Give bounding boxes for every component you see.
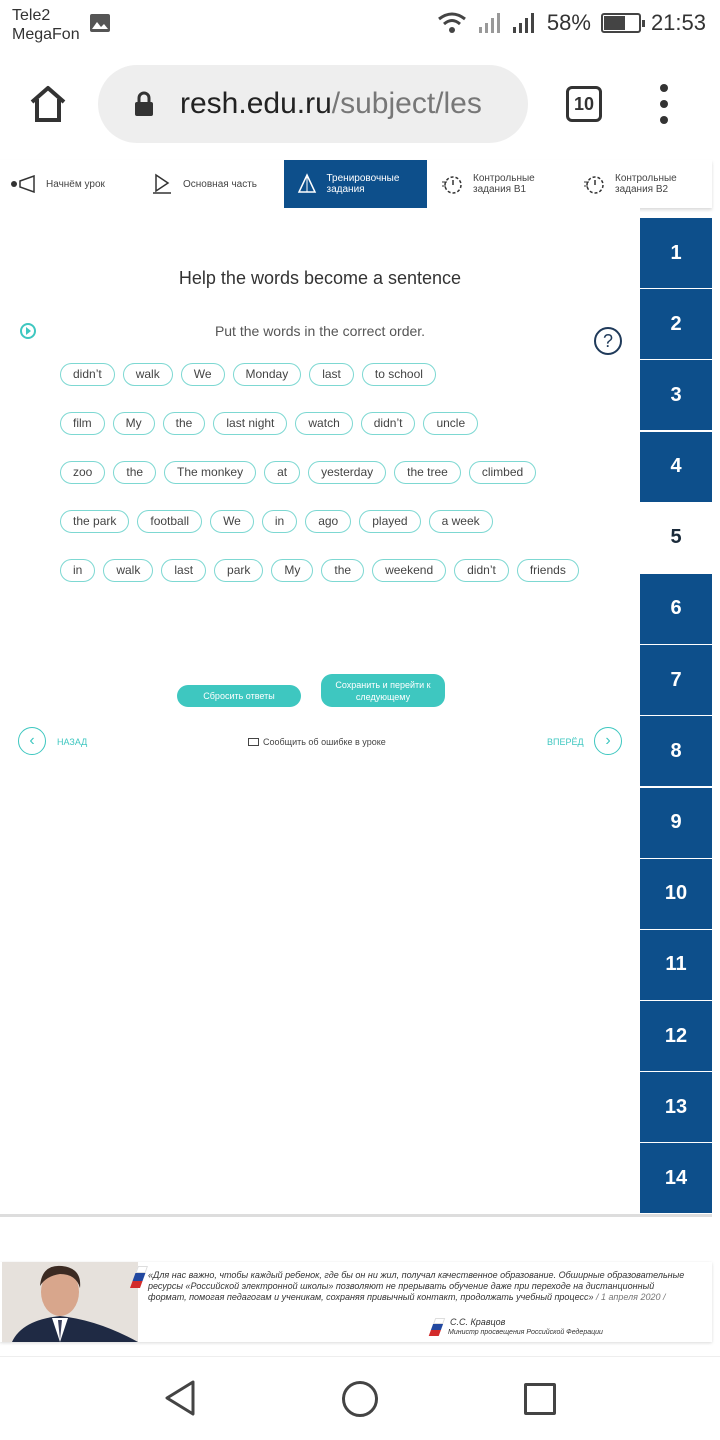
tab-training-label: Тренировочные задания: [326, 173, 400, 195]
task-number-sidebar: [640, 218, 712, 1215]
quote-body: «Для нас важно, чтобы каждый ребенок, где бы он ни жил, получал качественное образование. Обширные образовательные ресурсы «Российской электронной школы» позволяют не прерывать обучение даже при переходе на дистанционный формат, помогая педагогам и ученикам, сохраняя привычный контакт, продолжать учебный процесс»: [148, 1270, 685, 1302]
home-icon[interactable]: [26, 82, 70, 126]
word-row-4: [60, 510, 493, 533]
task-number-item[interactable]: 2: [640, 289, 712, 359]
tab-control-b1[interactable]: [427, 160, 569, 208]
task-number-item[interactable]: 12: [640, 1001, 712, 1071]
back-arrow-icon[interactable]: ‹: [18, 727, 46, 755]
word-chip[interactable]: the tree: [394, 461, 461, 484]
url-path: /subject/les: [331, 87, 482, 120]
word-chip[interactable]: My: [271, 559, 313, 582]
word-chip[interactable]: yesterday: [308, 461, 386, 484]
word-chip[interactable]: the: [321, 559, 364, 582]
word-chip[interactable]: film: [60, 412, 105, 435]
report-error-link[interactable]: [248, 737, 386, 747]
battery-icon: [601, 13, 641, 33]
task-number-item[interactable]: 14: [640, 1143, 712, 1213]
word-chip[interactable]: climbed: [469, 461, 536, 484]
quote-banner: [0, 1262, 712, 1342]
task-number-item[interactable]: 10: [640, 859, 712, 929]
url-text[interactable]: [180, 87, 482, 121]
tab-control-b1-label: Контрольные задания В1: [473, 173, 535, 195]
tabs-button[interactable]: 10: [566, 86, 602, 122]
word-chip[interactable]: the: [163, 412, 206, 435]
word-chip[interactable]: ago: [305, 510, 351, 533]
word-chip[interactable]: the: [113, 461, 156, 484]
word-chip[interactable]: last: [309, 363, 354, 386]
lesson-nav: [0, 160, 712, 208]
url-domain: resh.edu.ru: [180, 87, 332, 120]
task-number-item-active[interactable]: 5: [640, 503, 712, 573]
battery-percent: 58%: [546, 10, 591, 35]
reset-answers-button[interactable]: Сбросить ответы: [177, 685, 301, 707]
tab-control-b2[interactable]: [569, 160, 712, 208]
word-chip[interactable]: football: [137, 510, 202, 533]
diamond-icon: [294, 174, 321, 194]
mail-icon: [248, 738, 259, 746]
signal-icon-1: [477, 11, 501, 35]
tab-main-part[interactable]: [137, 160, 284, 208]
word-row-3: [60, 461, 536, 484]
help-icon[interactable]: ?: [594, 327, 622, 355]
play-icon: [147, 174, 177, 194]
word-chip[interactable]: walk: [123, 363, 173, 386]
wifi-icon: [437, 11, 467, 35]
task-instruction: Put the words in the correct order.: [214, 323, 426, 339]
word-chip[interactable]: Monday: [233, 363, 302, 386]
carrier-line-1: Tele2: [12, 7, 51, 24]
back-triangle-icon[interactable]: [162, 1379, 198, 1417]
task-number-item[interactable]: 8: [640, 716, 712, 786]
word-chip[interactable]: last: [161, 559, 206, 582]
word-chip[interactable]: We: [210, 510, 254, 533]
carrier-line-2: MegaFon: [12, 26, 80, 43]
word-chip[interactable]: at: [264, 461, 300, 484]
quote-author: С.С. Кравцов: [450, 1317, 506, 1327]
task-panel: [0, 208, 640, 1214]
word-chip[interactable]: didn’t: [361, 412, 416, 435]
word-chip[interactable]: weekend: [372, 559, 446, 582]
recent-apps-icon[interactable]: [524, 1383, 556, 1415]
forward-arrow-icon[interactable]: ›: [594, 727, 622, 755]
tab-control-b2-label: Контрольные задания В2: [615, 173, 677, 195]
word-chip[interactable]: zoo: [60, 461, 105, 484]
word-chip[interactable]: to school: [362, 363, 436, 386]
word-chip[interactable]: friends: [517, 559, 579, 582]
task-number-item[interactable]: 1: [640, 218, 712, 288]
stopwatch-icon: [437, 174, 467, 194]
word-chip[interactable]: in: [262, 510, 297, 533]
status-bar: [0, 0, 720, 52]
tab-training[interactable]: [284, 160, 427, 208]
task-title: Help the words become a sentence: [178, 268, 462, 288]
task-number-item[interactable]: 11: [640, 930, 712, 1000]
report-error-label: Сообщить об ошибке в уроке: [263, 737, 386, 747]
gallery-icon: [89, 13, 111, 33]
word-chip[interactable]: watch: [295, 412, 352, 435]
word-chip[interactable]: My: [113, 412, 155, 435]
task-number-item[interactable]: 13: [640, 1072, 712, 1142]
word-chip[interactable]: We: [181, 363, 225, 386]
word-row-5: [60, 559, 579, 582]
forward-link[interactable]: ВПЕРЁД: [547, 737, 584, 747]
system-nav-bar: [0, 1356, 720, 1440]
word-row-2: [60, 412, 478, 435]
browser-toolbar: [0, 52, 720, 158]
word-chip[interactable]: in: [60, 559, 95, 582]
tab-start-lesson-label: Начнём урок: [46, 178, 105, 190]
task-number-item[interactable]: 6: [640, 574, 712, 644]
back-link[interactable]: НАЗАД: [57, 737, 88, 747]
minister-photo: [2, 1262, 138, 1342]
word-chip[interactable]: didn’t: [60, 363, 115, 386]
word-chip[interactable]: The monkey: [164, 461, 256, 484]
task-number-item[interactable]: 4: [640, 432, 712, 502]
carrier-label: [12, 6, 80, 44]
megaphone-icon: [10, 174, 40, 194]
word-chip[interactable]: uncle: [423, 412, 478, 435]
home-circle-icon[interactable]: [342, 1381, 378, 1417]
save-next-button[interactable]: Сохранить и перейти к следующему: [321, 674, 445, 707]
word-chip[interactable]: the park: [60, 510, 129, 533]
tab-start-lesson[interactable]: [0, 160, 137, 208]
word-row-1: [60, 363, 436, 386]
stopwatch-icon: [579, 174, 609, 194]
russian-flag-icon: [429, 1318, 446, 1336]
signal-icon-2: [511, 11, 537, 35]
task-number-item[interactable]: 7: [640, 645, 712, 715]
quote-date: 1 апреля 2020: [601, 1292, 661, 1302]
task-number-item[interactable]: 3: [640, 360, 712, 430]
word-chip[interactable]: walk: [103, 559, 153, 582]
quote-text: «Для нас важно, чтобы каждый ребенок, где бы он ни жил, получал качественное образование. Обширные образовательные ресурсы «Российской электронной школы» позволяют не прерывать обучение даже при переходе на дистанционный формат, помогая педагогам и ученикам, сохраняя привычный контакт, продолжать учебный процесс» / 1 апреля 2020 /: [148, 1270, 685, 1302]
word-chip[interactable]: played: [359, 510, 420, 533]
tab-main-part-label: Основная часть: [183, 178, 258, 190]
quote-author-role: Министр просвещения Российской Федерации: [448, 1329, 603, 1336]
word-chip[interactable]: last night: [213, 412, 287, 435]
word-chip[interactable]: didn’t: [454, 559, 509, 582]
lock-icon: [134, 91, 154, 117]
word-chip[interactable]: a week: [429, 510, 493, 533]
task-number-item[interactable]: 9: [640, 788, 712, 858]
word-chip[interactable]: park: [214, 559, 263, 582]
address-bar[interactable]: [98, 65, 528, 143]
menu-icon[interactable]: [658, 84, 670, 124]
clock: 21:53: [650, 10, 706, 35]
divider: [0, 1214, 712, 1217]
